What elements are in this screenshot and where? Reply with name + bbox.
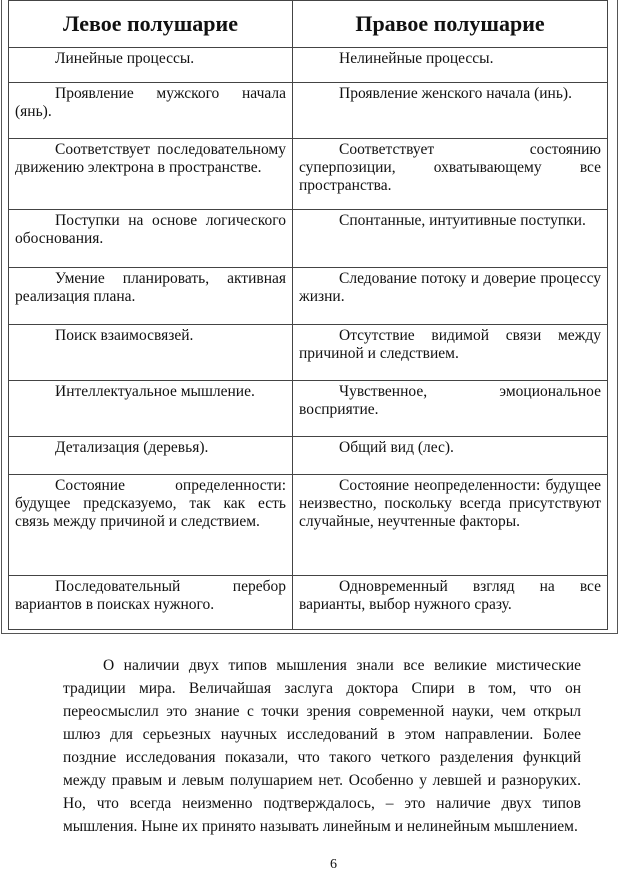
cell-text: Отсутствие видимой связи между причиной и следствием.	[299, 327, 601, 362]
cell-text: Линейные процессы.	[55, 50, 195, 67]
table-row	[9, 83, 608, 139]
cell-text: Детализация (деревья).	[55, 439, 209, 456]
cell-text: Поиск взаимосвязей.	[55, 327, 194, 344]
table-row	[9, 437, 608, 475]
right-cell	[293, 437, 608, 475]
cell-text: Поступки на основе логического обоснования.	[15, 212, 286, 247]
cell-text: Интеллектуальное мышление.	[55, 383, 255, 400]
cell-text: Одновременный взгляд на все варианты, выбор нужного сразу.	[299, 578, 601, 613]
table-row	[9, 139, 608, 210]
cell-text: Соответствует последовательному движению электрона в пространстве.	[15, 141, 286, 176]
left-cell	[9, 83, 293, 139]
page-number: 6	[330, 857, 337, 872]
cell-text: Проявление женского начала (инь).	[339, 85, 572, 102]
cell-text: Чувственное, эмоциональное восприятие.	[299, 383, 601, 418]
table-row	[9, 475, 608, 576]
left-cell	[9, 475, 293, 576]
cell-text: Умение планировать, активная реализация плана.	[15, 270, 286, 305]
right-cell	[293, 210, 608, 268]
right-cell	[293, 139, 608, 210]
table-row	[9, 210, 608, 268]
left-cell	[9, 139, 293, 210]
cell-text: Последовательный перебор вариантов в поисках нужного.	[15, 578, 286, 613]
table-row	[9, 268, 608, 325]
cell-text: Соответствует состоянию суперпозиции, охватывающему все пространства.	[299, 141, 601, 194]
hemispheres-table	[8, 0, 608, 630]
cell-text: Следование потоку и доверие процессу жизни.	[299, 270, 601, 305]
left-cell	[9, 210, 293, 268]
table-header-row	[9, 1, 608, 48]
left-cell	[9, 437, 293, 475]
table-row	[9, 48, 608, 83]
header-left: Левое полушарие	[9, 1, 293, 48]
table-row	[9, 381, 608, 437]
cell-text: Состояние определенности: будущее предсказуемо, так как есть связь между причиной и следствием.	[15, 477, 286, 530]
left-cell	[9, 381, 293, 437]
cell-text: Общий вид (лес).	[339, 439, 454, 456]
right-cell	[293, 475, 608, 576]
header-right: Правое полушарие	[293, 1, 608, 48]
table-row	[9, 576, 608, 630]
right-cell	[293, 48, 608, 83]
left-cell	[9, 576, 293, 630]
body-paragraph: О наличии двух типов мышления знали все великие мистические традиции мира. Величайшая заслуга доктора Спири в том, что он переосмыслил это знание с точки зрения современной науки, чем открыл шлюз для серьезных научных исследований в этом направлении. Более поздние исследования показали, что такого четкого разделения функций между правым и левым полушарием нет. Особенно у левшей и разноруких. Но, что всегда неизменно подтверждалось, – это наличие двух типов мышления. Ныне их принято называть линейным и нелинейным мышлением.	[63, 657, 581, 835]
right-cell	[293, 83, 608, 139]
right-cell	[293, 325, 608, 381]
left-cell	[9, 268, 293, 325]
cell-text: Состояние неопределенности: будущее неизвестно, поскольку всегда присутствуют случайные, неучтенные факторы.	[299, 477, 601, 530]
cell-text: Проявление мужского начала (янь).	[15, 85, 286, 120]
right-cell	[293, 381, 608, 437]
right-cell	[293, 576, 608, 630]
right-cell	[293, 268, 608, 325]
left-cell	[9, 325, 293, 381]
left-cell	[9, 48, 293, 83]
cell-text: Нелинейные процессы.	[339, 50, 494, 67]
cell-text: Спонтанные, интуитивные поступки.	[339, 212, 586, 229]
table-row	[9, 325, 608, 381]
